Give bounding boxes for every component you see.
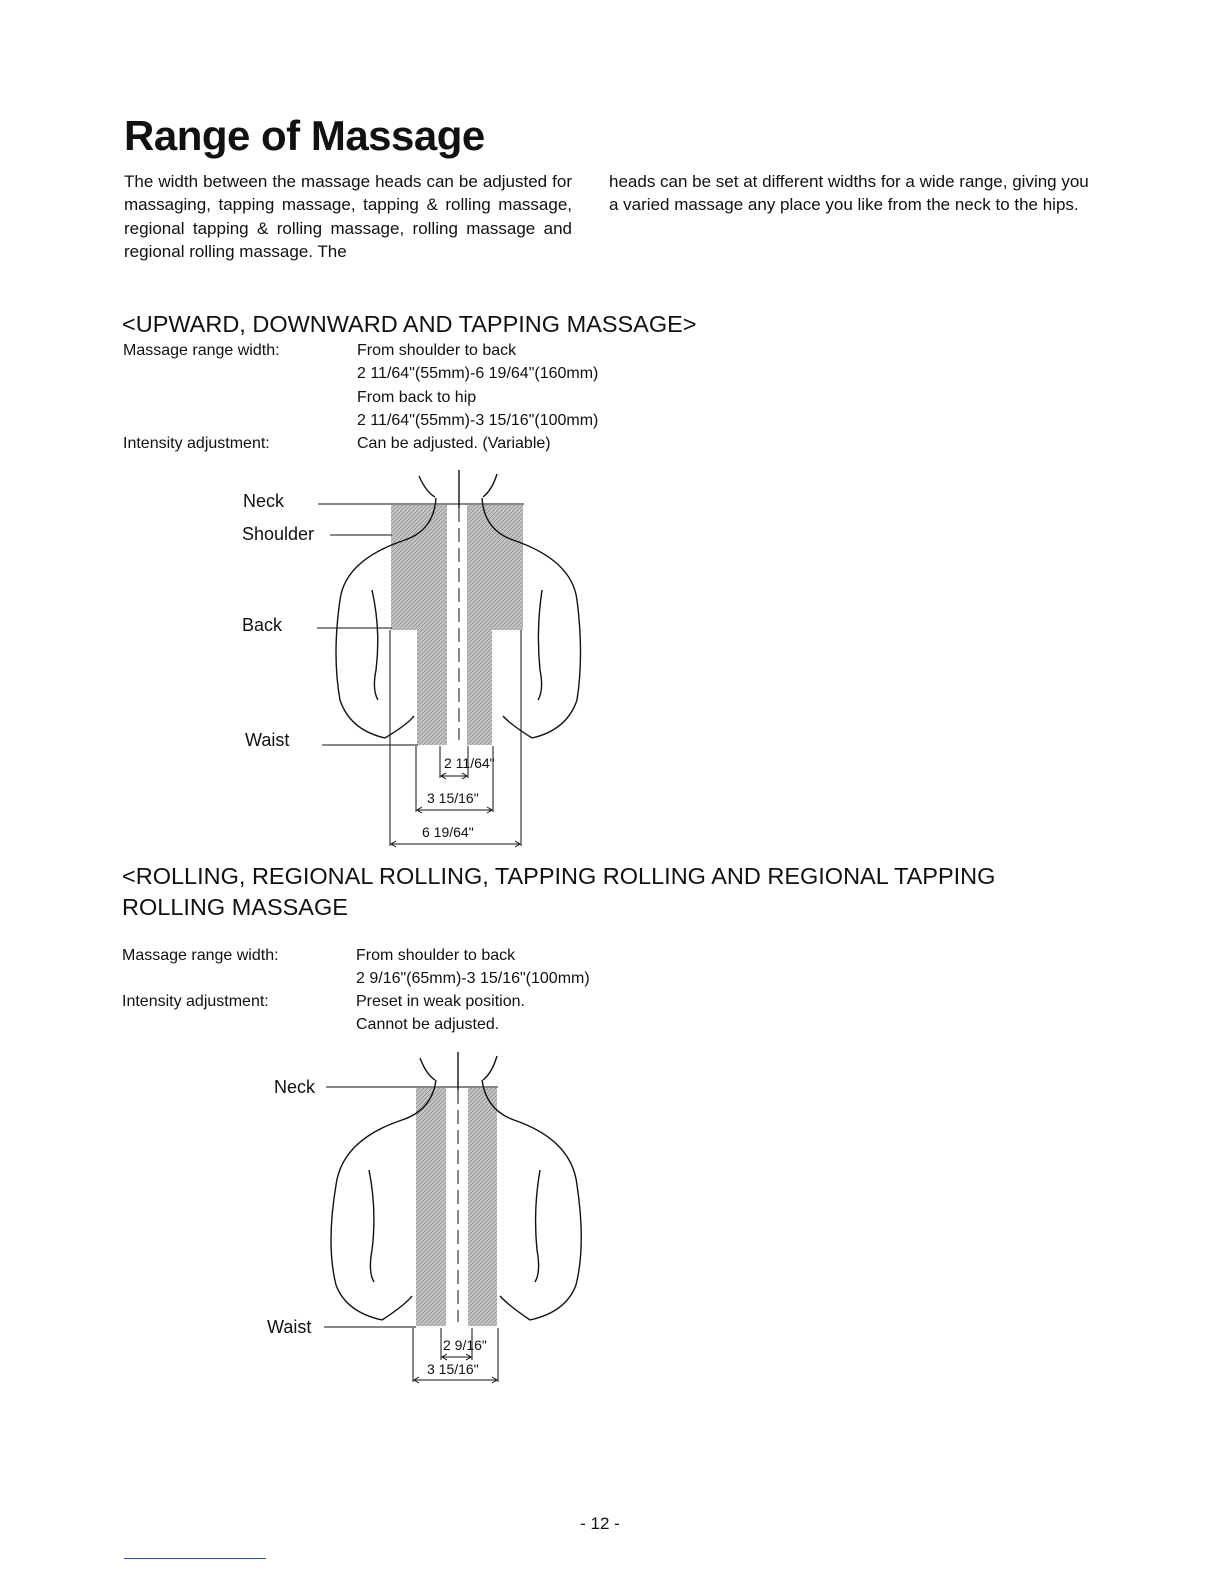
section1-range-value: From back to hip	[357, 388, 477, 406]
label-back: Back	[242, 615, 283, 635]
intro-right-column: heads can be set at different widths for a wide range, giving you a varied massage any place you like from the neck to the hips.	[609, 172, 1089, 215]
label-neck: Neck	[243, 491, 285, 511]
section2-range-values	[356, 944, 590, 991]
section2-title-line2: ROLLING MASSAGE	[122, 894, 348, 920]
dim-middle: 3 15/16"	[427, 790, 479, 806]
section1-intensity-value: Can be adjusted. (Variable)	[357, 435, 551, 452]
section1-range-label: Massage range width:	[123, 342, 280, 359]
section1-range-value: 2 11/64"(55mm)-3 15/16"(100mm)	[357, 411, 599, 429]
dim-inner: 2 11/64"	[444, 755, 495, 771]
section1-range-value: From shoulder to back	[357, 342, 517, 359]
page-title: Range of Massage	[124, 112, 485, 159]
section1-intensity-label: Intensity adjustment:	[123, 435, 270, 452]
label-waist: Waist	[245, 730, 290, 750]
section2-range-label: Massage range width:	[122, 947, 279, 964]
body-outline	[336, 470, 581, 738]
section2-back-diagram	[0, 1045, 700, 1390]
section1-range-values	[357, 339, 598, 432]
section2-intensity-value: Cannot be adjusted.	[356, 1016, 500, 1034]
footer-rule	[124, 1558, 266, 1559]
section2-intensity-value: Preset in weak position.	[356, 993, 525, 1010]
label-waist: Waist	[267, 1317, 312, 1337]
massage-area-left	[391, 505, 447, 745]
section1-intensity-values	[357, 432, 551, 455]
massage-area-right	[468, 1088, 497, 1326]
section1-range-value: 2 11/64"(55mm)-6 19/64"(160mm)	[357, 365, 599, 383]
section2-title-line1: <ROLLING, REGIONAL ROLLING, TAPPING ROLLING AND REGIONAL TAPPING	[122, 863, 996, 889]
massage-area-left	[416, 1088, 446, 1326]
page-number: - 12 -	[580, 1514, 620, 1533]
section1-back-diagram	[0, 465, 700, 855]
intro-left-column: The width between the massage heads can be adjusted for massaging, tapping massage, tapping & rolling massage, regional tapping & rolling massage, rolling massage and regional rolling massage. The	[124, 172, 572, 261]
dimension-lines	[390, 630, 521, 847]
dim-outer: 3 15/16"	[427, 1361, 479, 1377]
dim-outer: 6 19/64"	[422, 824, 474, 840]
dim-inner: 2 9/16"	[443, 1337, 487, 1353]
label-neck: Neck	[274, 1077, 316, 1097]
section2-intensity-values	[356, 990, 525, 1037]
section2-range-value: From shoulder to back	[356, 947, 516, 964]
section2-intensity-label: Intensity adjustment:	[122, 993, 269, 1010]
label-shoulder: Shoulder	[242, 524, 315, 544]
section1-title: <UPWARD, DOWNWARD AND TAPPING MASSAGE>	[122, 311, 697, 337]
body-outline	[331, 1052, 581, 1320]
section2-range-value: 2 9/16"(65mm)-3 15/16"(100mm)	[356, 970, 590, 988]
